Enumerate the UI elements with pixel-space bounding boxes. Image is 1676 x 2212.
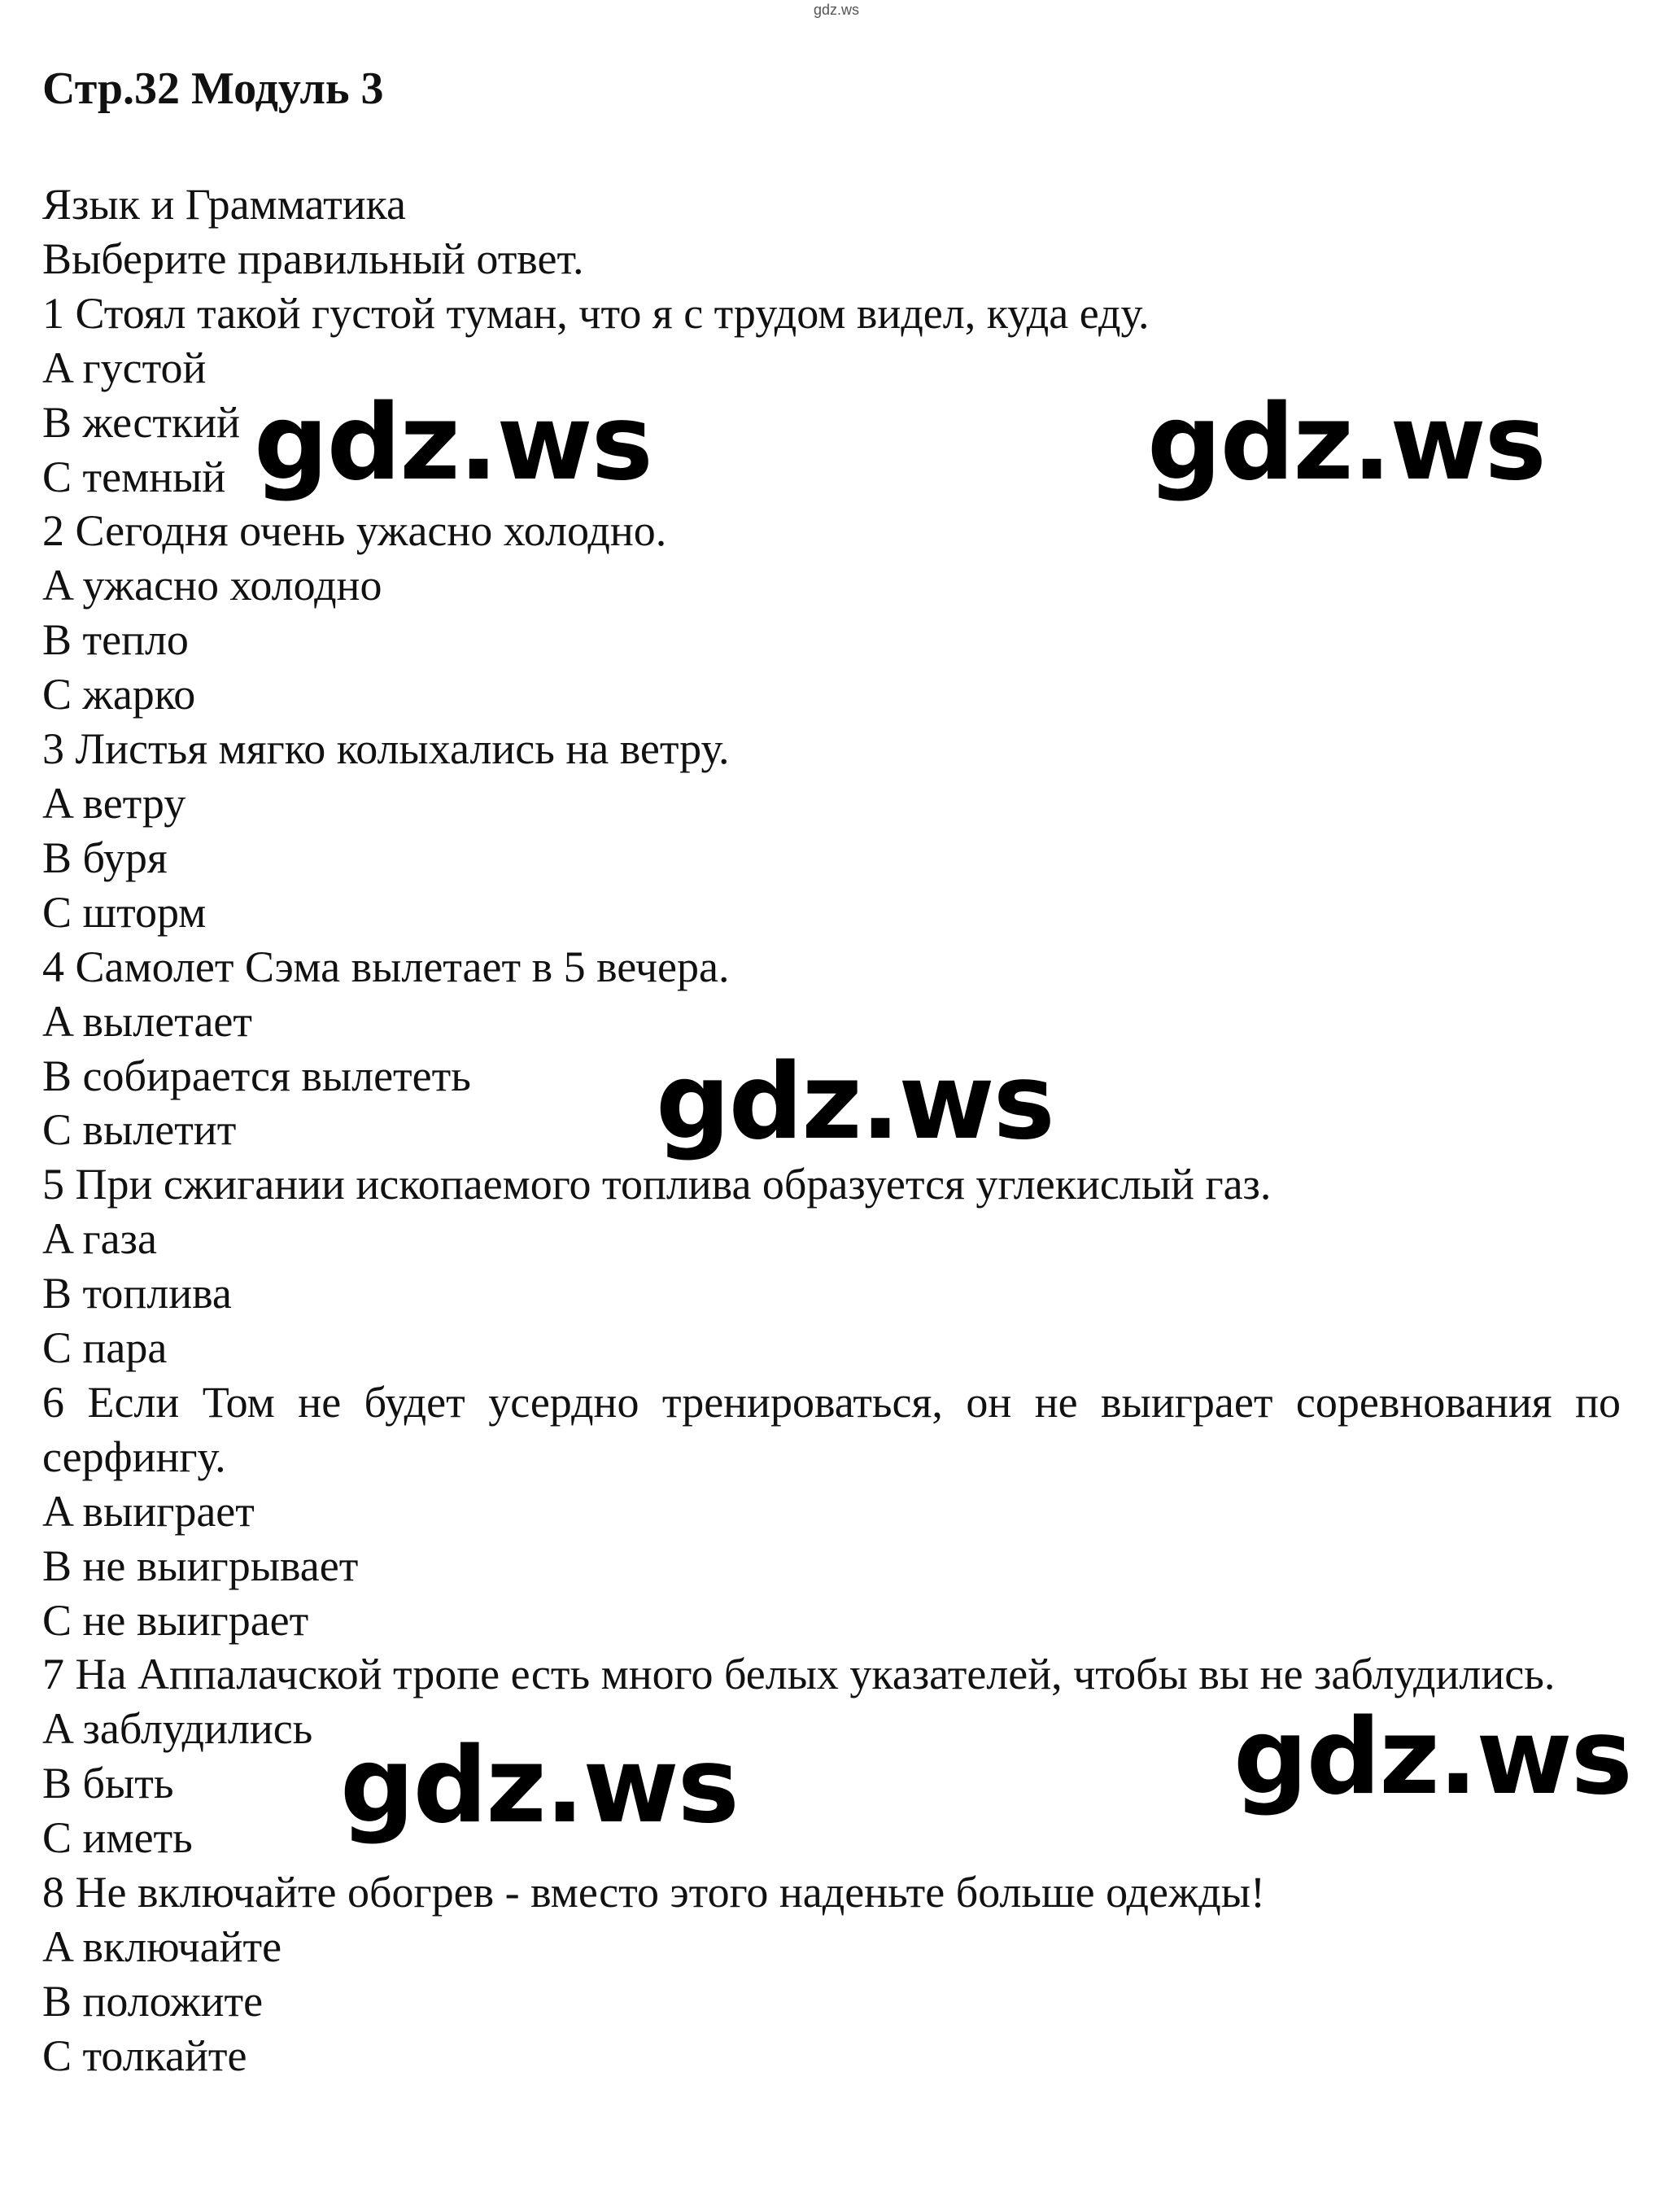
option-b: B быть (42, 1759, 174, 1808)
question-8 (42, 1865, 1621, 2083)
option-c: C шторм (42, 887, 207, 937)
watermark: gdz.ws (340, 1725, 738, 1847)
watermark: gdz.ws (1147, 383, 1545, 504)
question-text: 1 Стоял такой густой туман, что я с трудом видел, куда еду. (42, 288, 1150, 338)
question-5 (42, 1157, 1621, 1375)
question-2 (42, 504, 1621, 722)
option-a: A заблудились (42, 1704, 313, 1754)
option-b: B тепло (42, 615, 189, 665)
question-text: 8 Не включайте обогрев - вместо этого наденьте больше одежды! (42, 1868, 1266, 1917)
page-title: Стр.32 Модуль 3 (42, 63, 384, 114)
option-c: C темный (42, 452, 226, 501)
question-6 (42, 1375, 1621, 1648)
question-text: 7 На Аппалачской тропе есть много белых указателей, чтобы вы не заблудились. (42, 1650, 1556, 1699)
option-b: B положите (42, 1976, 264, 2026)
watermark: gdz.ws (254, 383, 652, 504)
question-text: 2 Сегодня очень ужасно холодно. (42, 506, 667, 556)
question-text: 3 Листья мягко колыхались на ветру. (42, 724, 730, 774)
option-b: B собирается вылететь (42, 1051, 471, 1100)
header-watermark: gdz.ws (814, 2, 860, 18)
option-b: B не выигрывает (42, 1541, 359, 1590)
option-b: B топлива (42, 1269, 232, 1318)
option-c: C не выиграет (42, 1595, 309, 1645)
question-3 (42, 722, 1621, 940)
question-text: 6 Если Том не будет усердно тренироваться, он не выиграет соревнования по серфингу. (42, 1377, 1621, 1481)
question-text: 5 При сжигании ископаемого топлива образуется углекислый газ. (42, 1160, 1272, 1209)
option-b: B жесткий (42, 397, 241, 447)
option-c: C иметь (42, 1813, 193, 1863)
option-b: B буря (42, 833, 168, 882)
option-a: A газа (42, 1214, 157, 1264)
section-title: Язык и Грамматика (42, 180, 406, 229)
question-text: 4 Самолет Сэма вылетает в 5 вечера. (42, 942, 730, 991)
watermark: gdz.ws (656, 1042, 1054, 1163)
instruction: Выберите правильный ответ. (42, 234, 584, 283)
watermark: gdz.ws (1233, 1697, 1631, 1818)
option-c: C вылетит (42, 1105, 237, 1155)
option-c: C жарко (42, 670, 196, 719)
option-a: A густой (42, 343, 207, 392)
option-a: A выиграет (42, 1486, 255, 1536)
option-a: A ужасно холодно (42, 561, 382, 610)
option-a: A вылетает (42, 996, 253, 1046)
option-c: C толкайте (42, 2031, 247, 2080)
option-a: A ветру (42, 778, 186, 828)
option-a: A включайте (42, 1922, 282, 1971)
option-c: C пара (42, 1323, 168, 1373)
